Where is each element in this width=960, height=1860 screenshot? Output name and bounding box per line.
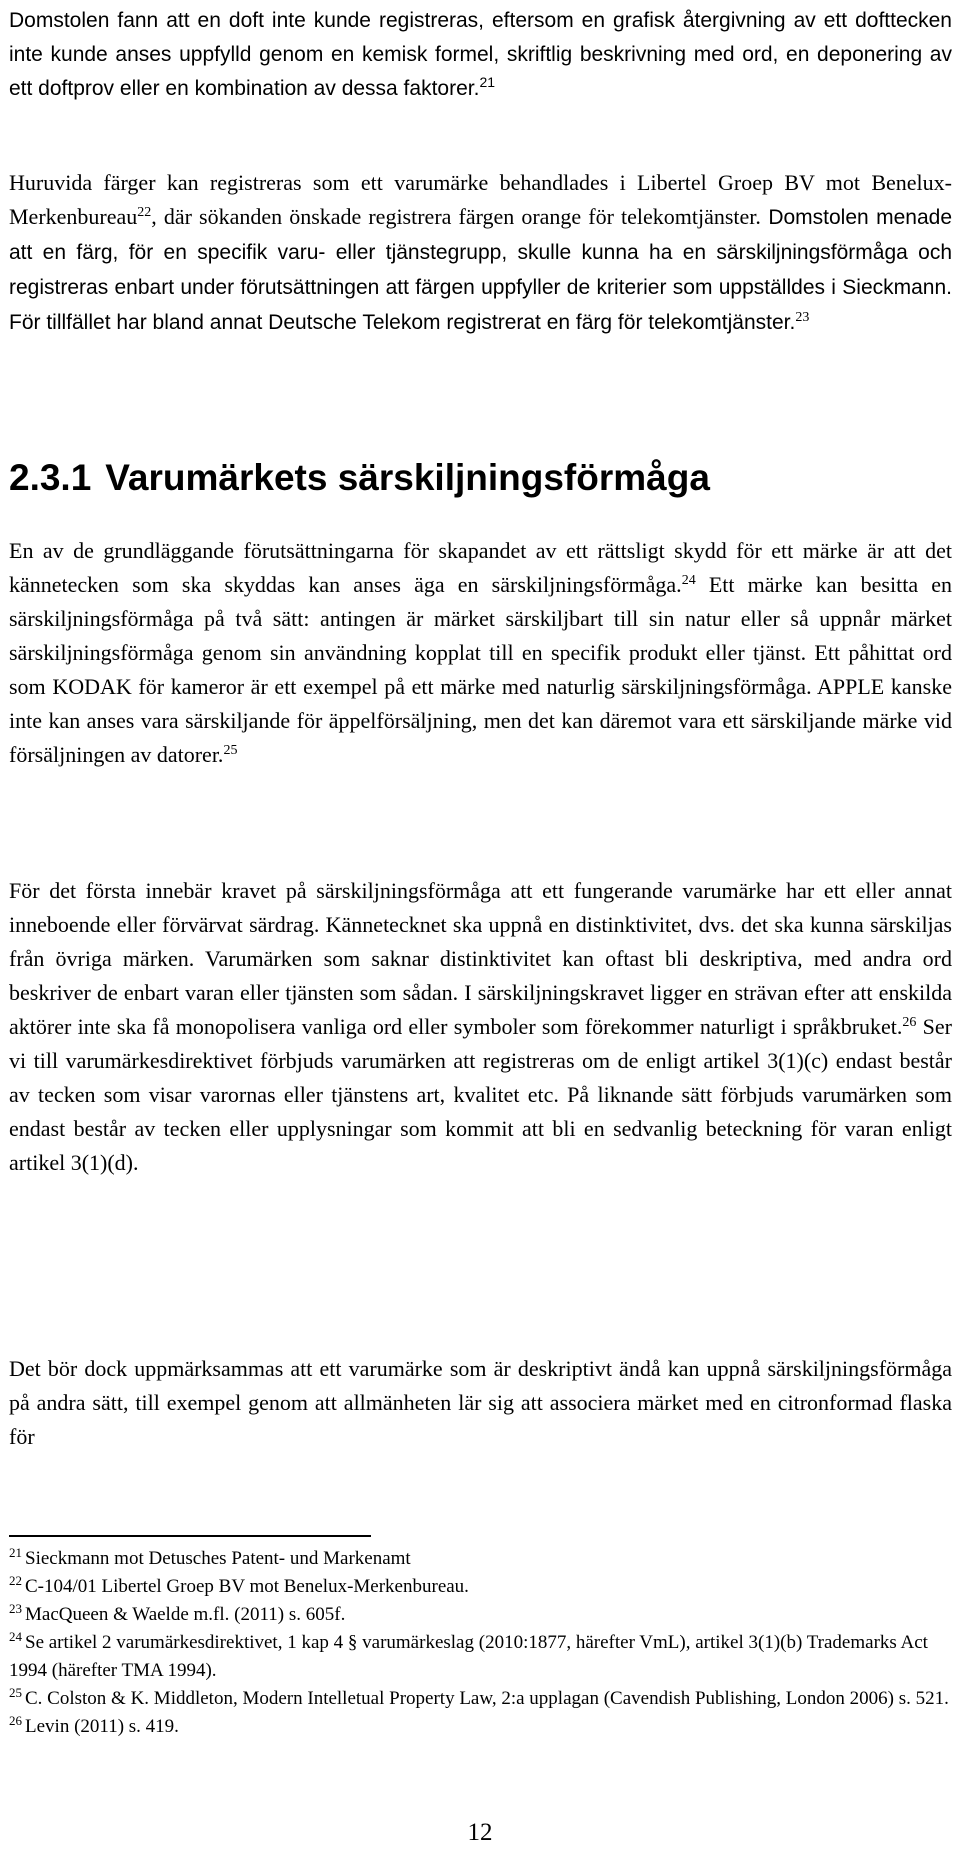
footnote-text: MacQueen & Waelde m.fl. (2011) s. 605f. (25, 1604, 346, 1625)
paragraph-text: Ett märke kan besitta en särskiljningsförmåga på två sätt: antingen är märket särskiljbart till sin natur eller så uppnår märket särskiljningsförmåga genom sin användning kopplat till en specifik produkt eller tjänst. Ett påhittat ord som KODAK för kameror är ett exempel på ett märke med naturlig särskiljningsförmåga. APPLE kanske inte kan anses vara särskiljande för äppelförsäljning, men det kan däremot vara ett särskiljande märke vid försäljningen av datorer. (9, 572, 952, 767)
paragraph-text: Det bör dock uppmärksammas att ett varumärke som är deskriptivt ändå kan uppnå särskiljningsförmåga på andra sätt, till exempel genom att allmänheten lär sig att associera märket med en citronformad flaska för (9, 1356, 952, 1449)
footnote-number: 23 (9, 1601, 22, 1616)
paragraph-text: , där sökanden önskade registrera färgen orange för telekomtjänster. (151, 204, 761, 229)
page-number: 12 (467, 1819, 493, 1846)
paragraph-distinctiveness-requirement (9, 874, 952, 1180)
footnote-text: Sieckmann mot Detusches Patent- und Markenamt (25, 1548, 411, 1569)
footnote-number: 24 (9, 1629, 22, 1644)
paragraph-text: Domstolen fann att en doft inte kunde registreras, eftersom en grafisk återgivning av ett dofttecken inte kunde anses uppfylld genom en kemisk formel, skriftlig beskrivning med ord, en deponering av ett doftprov eller en kombination av dessa faktorer. (9, 9, 952, 100)
footnote-21 (9, 1545, 952, 1573)
footnote-ref-21[interactable]: 21 (479, 74, 496, 90)
footnote-number: 22 (9, 1573, 22, 1588)
footnote-ref-24[interactable]: 24 (681, 573, 696, 588)
footnote-ref-26[interactable]: 26 (902, 1015, 917, 1030)
footnote-26 (9, 1713, 952, 1741)
footnote-text: Se artikel 2 varumärkesdirektivet, 1 kap 4 § varumärkeslag (2010:1877, härefter VmL), artikel 3(1)(b) Trademarks Act 1994 (härefter TMA 1994). (9, 1632, 928, 1681)
footnote-text: C. Colston & K. Middleton, Modern Intelletual Property Law, 2:a upplagan (Cavendish Publishing, London 2006) s. 521. (25, 1688, 949, 1709)
section-number: 2.3.1 (9, 457, 92, 498)
paragraph-text: Ser vi till varumärkesdirektivet förbjuds varumärken att registreras om de enligt artikel 3(1)(c) endast består av tecken som visar varornas eller tjänstens art, kvalitet etc. På liknande sätt förbjuds varumärken som endast består av tecken eller upplysningar som kommit att bli en sedvanlig beteckning för varan enligt artikel 3(1)(d). (9, 1014, 953, 1175)
section-heading (9, 456, 710, 500)
footnote-ref-23[interactable]: 23 (795, 310, 810, 325)
footnote-25 (9, 1685, 952, 1713)
paragraph-descriptive-marks (9, 1352, 952, 1454)
paragraph-text: En av de grundläggande förutsättningarna för skapandet av ett rättsligt skydd för ett märke är att det kännetecken som ska skyddas kan anses äga en särskiljningsförmåga. (9, 538, 952, 597)
paragraph-text: Huruvida färger kan registreras som ett varumärke behandlades i Libertel Groep BV mot Benelux-Merkenbureau (9, 170, 952, 229)
paragraph-distinctiveness-intro (9, 534, 952, 772)
footnote-number: 26 (9, 1713, 22, 1728)
footnote-ref-22[interactable]: 22 (137, 205, 152, 220)
footnote-ref-25[interactable]: 25 (223, 743, 238, 758)
footnotes-list (9, 1545, 952, 1741)
footnote-text: Levin (2011) s. 419. (25, 1716, 179, 1737)
footnote-divider (9, 1535, 371, 1537)
paragraph-colour-registration (9, 166, 952, 340)
footnote-23 (9, 1601, 952, 1629)
footnote-text: C-104/01 Libertel Groep BV mot Benelux-Merkenbureau. (25, 1576, 469, 1597)
section-title: Varumärkets särskiljningsförmåga (105, 457, 710, 498)
footnote-22 (9, 1573, 952, 1601)
paragraph-text: Domstolen menade att en färg, för en specifik varu- eller tjänstegrupp, skulle kunna ha en särskiljningsförmåga och registreras enbart under förutsättningen att färgen uppfyller de kriterier som uppställdes i Sieckmann. För tillfället har bland annat Deutsche Telekom registrerat en färg för telekomtjänster. (9, 206, 953, 334)
footnote-number: 21 (9, 1545, 22, 1560)
paragraph-scent-ruling (9, 4, 952, 106)
footnote-number: 25 (9, 1685, 22, 1700)
paragraph-text: För det första innebär kravet på särskiljningsförmåga att ett fungerande varumärke har ett eller annat inneboende eller förvärvat särdrag. Kännetecknet ska uppnå en distinktivitet, dvs. det ska kunna särskiljas från övriga märken. Varumärken som saknar distinktivitet kan oftast bli deskriptiva, med andra ord beskriver de enbart varan eller tjänsten som sådan. I särskiljningskravet ligger en strävan efter att enskilda aktörer inte ska få monopolisera vanliga ord eller symboler som förekommer naturligt i språkbruket. (9, 878, 952, 1039)
footnote-24 (9, 1629, 952, 1685)
